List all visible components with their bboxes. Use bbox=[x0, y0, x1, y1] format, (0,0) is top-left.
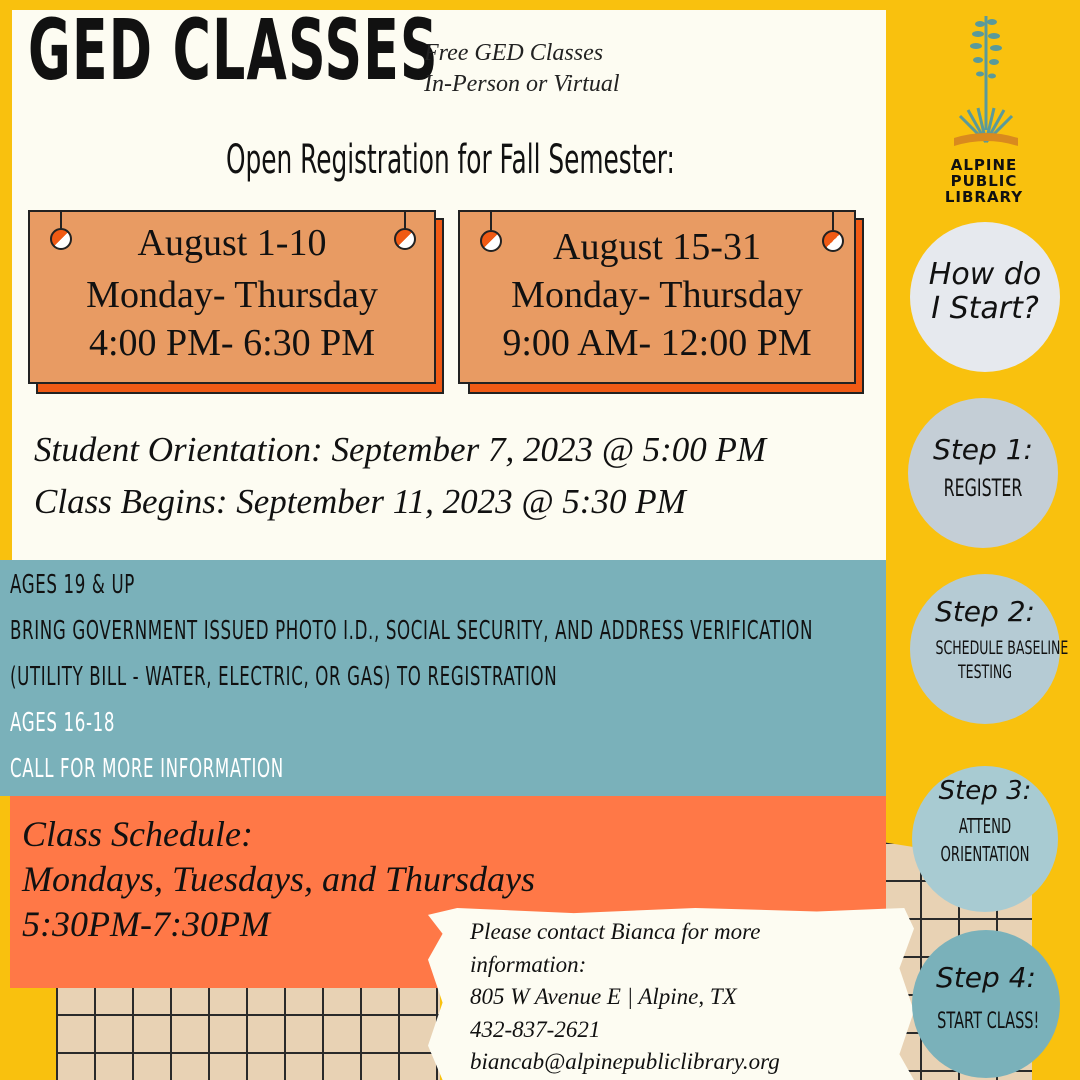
pin-stem bbox=[404, 210, 406, 230]
session-card-1 bbox=[28, 210, 436, 384]
pin-icon bbox=[50, 228, 72, 250]
how-line-1: How do bbox=[928, 257, 1042, 292]
logo-text-line-1: ALPINE bbox=[950, 156, 1018, 174]
subtitle-line-1: Free GED Classes bbox=[424, 40, 604, 66]
pin-icon bbox=[822, 230, 844, 252]
step-2-title: Step 2: bbox=[935, 595, 1035, 628]
step-3-label-line-2: ORIENTATION bbox=[940, 842, 1030, 866]
pin-stem bbox=[490, 210, 492, 230]
schedule-days: Mondays, Tuesdays, and Thursdays bbox=[22, 859, 536, 899]
pin-stem bbox=[832, 210, 834, 230]
how-do-i-start-circle bbox=[910, 222, 1060, 372]
contact-info bbox=[470, 916, 780, 1079]
step-2-circle bbox=[910, 574, 1069, 724]
step-4-title: Step 4: bbox=[936, 961, 1036, 994]
grid-paper-decoration-left bbox=[56, 976, 440, 1080]
session-1-hours: 4:00 PM- 6:30 PM bbox=[88, 322, 376, 364]
step-3-title: Step 3: bbox=[938, 776, 1032, 806]
requirement-youth-age: AGES 16-18 bbox=[10, 708, 116, 738]
orientation-date: Student Orientation: September 7, 2023 @ 5:00 PM bbox=[34, 430, 767, 469]
step-1-circle bbox=[908, 398, 1058, 548]
step-4-label: START CLASS! bbox=[937, 1009, 1040, 1034]
schedule-time: 5:30PM-7:30PM bbox=[22, 904, 270, 944]
open-registration-heading: Open Registration for Fall Semester: bbox=[226, 137, 675, 183]
step-3-circle bbox=[912, 766, 1058, 912]
step-1-title: Step 1: bbox=[933, 433, 1033, 466]
contact-email: biancab@alpinepubliclibrary.org bbox=[470, 1049, 780, 1074]
session-1-days: Monday- Thursday bbox=[86, 274, 378, 316]
library-logo-icon bbox=[940, 12, 1030, 152]
step-3-label-line-1: ATTEND bbox=[958, 814, 1012, 838]
step-4-circle bbox=[912, 930, 1060, 1078]
contact-line-2: information: bbox=[470, 951, 587, 977]
subtitle-line-2: In-Person or Virtual bbox=[424, 71, 620, 97]
requirement-youth-note: CALL FOR MORE INFORMATION bbox=[10, 754, 284, 784]
page-title: GED CLASSES bbox=[28, 1, 439, 99]
step-1-label: REGISTER bbox=[943, 474, 1023, 502]
event-dates bbox=[34, 424, 766, 528]
how-line-2: I Start? bbox=[931, 291, 1039, 326]
session-1-dates: August 1-10 bbox=[137, 222, 327, 264]
logo-text-line-3: LIBRARY bbox=[944, 188, 1024, 206]
session-2-hours: 9:00 AM- 12:00 PM bbox=[502, 322, 812, 364]
session-2-dates: August 15-31 bbox=[553, 226, 761, 268]
step-2-label-line-1: SCHEDULE BASELINE bbox=[935, 637, 1069, 659]
contact-phone: 432-837-2621 bbox=[470, 1016, 601, 1042]
session-card-2 bbox=[458, 210, 856, 384]
class-begins-date: Class Begins: September 11, 2023 @ 5:30 PM bbox=[34, 482, 686, 521]
pin-stem bbox=[60, 210, 62, 230]
subtitle bbox=[424, 38, 620, 100]
schedule-heading: Class Schedule: bbox=[22, 814, 253, 854]
pin-icon bbox=[394, 228, 416, 250]
logo-text-line-2: PUBLIC bbox=[950, 172, 1018, 190]
step-2-label-line-2: TESTING bbox=[957, 661, 1012, 683]
requirement-documents-line-2: (UTILITY BILL - WATER, ELECTRIC, OR GAS) TO REGISTRATION bbox=[10, 662, 558, 692]
requirement-documents-line-1: BRING GOVERNMENT ISSUED PHOTO I.D., SOCIAL SECURITY, AND ADDRESS VERIFICATION bbox=[10, 616, 814, 646]
session-2-days: Monday- Thursday bbox=[511, 274, 803, 316]
requirement-adult-age: AGES 19 & UP bbox=[10, 570, 135, 600]
pin-icon bbox=[480, 230, 502, 252]
contact-address: 805 W Avenue E | Alpine, TX bbox=[470, 984, 737, 1009]
contact-line-1: Please contact Bianca for more bbox=[470, 919, 761, 944]
